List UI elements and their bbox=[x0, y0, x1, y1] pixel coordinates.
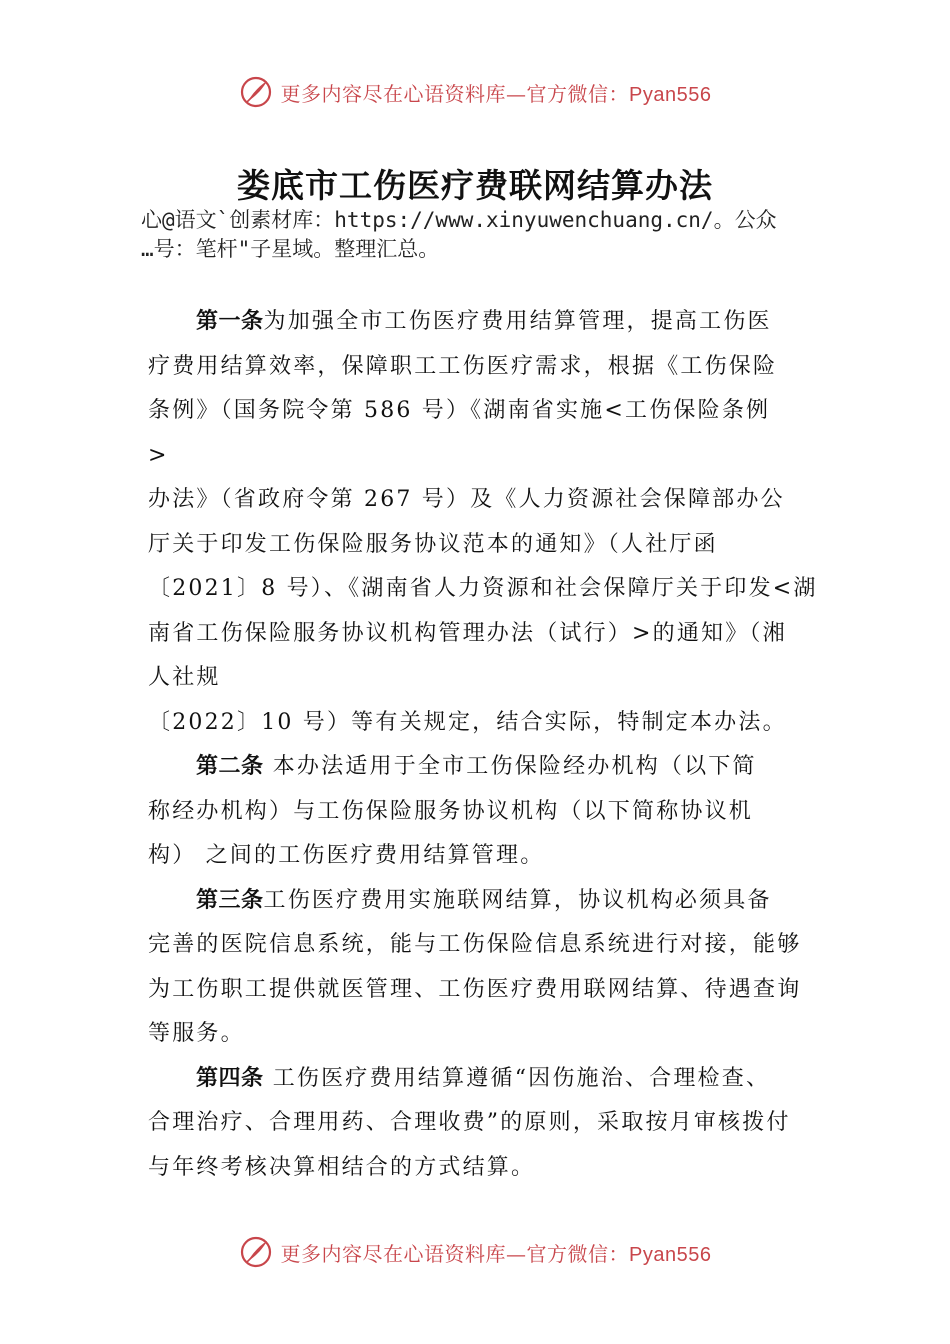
watermark-wechat-label: 官方微信： bbox=[526, 81, 630, 106]
watermark-text-cn: 更多内容尽在心语资料库 bbox=[280, 1241, 507, 1266]
watermark-banner-top bbox=[0, 70, 950, 114]
article-1-line-10: 〔2022〕10 号）等有关规定，结合实际，特制定本办法。 bbox=[148, 709, 787, 735]
article-1-text-1: 为加强全市工伤医疗费用结算管理，提高工伤医 bbox=[263, 309, 772, 334]
article-1-line-6: 厅关于印发工伤保险服务协议范本的通知》（人社厅函 bbox=[148, 531, 718, 557]
article-1-label: 第一条 bbox=[196, 309, 264, 334]
article-4-text-1: 工伤医疗费用结算遵循“因伤施治、合理检查、 bbox=[263, 1065, 771, 1091]
feather-circle-logo-icon bbox=[239, 75, 273, 109]
article-4-label: 第四条 bbox=[196, 1065, 264, 1091]
watermark-separator: — bbox=[506, 1241, 527, 1266]
article-2-line-2: 称经办机构）与工伤保险服务协议机构（以下简称协议机 bbox=[148, 798, 754, 824]
watermark-text bbox=[281, 78, 712, 107]
watermark-text-cn: 更多内容尽在心语资料库 bbox=[280, 81, 507, 106]
watermark-banner-bottom bbox=[0, 1230, 950, 1274]
article-2-line-3: 构） 之间的工伤医疗费用结算管理。 bbox=[148, 843, 545, 868]
article-3-label: 第三条 bbox=[196, 887, 264, 913]
article-1-line-7: 〔2021〕8 号）、《湖南省人力资源和社会保障厅关于印发<湖 bbox=[148, 576, 818, 601]
article-1-line-8: 南省工伤保险服务协议机构管理办法（试行）>的通知》（湘 bbox=[148, 620, 787, 646]
article-4-line-3: 与年终考核决算相结合的方式结算。 bbox=[148, 1154, 536, 1180]
article-3-text-1: 工伤医疗费用实施联网结算，协议机构必须具备 bbox=[263, 887, 772, 913]
article-1-line-5: 办法》（省政府令第 267 号）及《人力资源社会保障部办公 bbox=[148, 487, 785, 512]
article-2-text-1: 本办法适用于全市工伤保险经办机构（以下简 bbox=[263, 754, 757, 779]
article-3-line-1 bbox=[148, 879, 838, 924]
watermark-text bbox=[281, 1238, 712, 1267]
article-4-line-1 bbox=[148, 1057, 838, 1102]
source-note-line-2: …号：笔杆"子星域。整理汇总。 bbox=[141, 237, 440, 261]
source-note-line-1: 心@语文`创素材库：https://www.xinyuwenchuang.cn/。公众 bbox=[141, 208, 777, 232]
article-2-label: 第二条 bbox=[196, 754, 264, 779]
watermark-wechat-id: Pyan556 bbox=[629, 83, 712, 106]
article-1-line-1 bbox=[148, 300, 838, 345]
document-title: 娄底市工伤医疗费联网结算办法 bbox=[237, 166, 713, 205]
article-1-line-2: 疗费用结算效率，保障职工工伤医疗需求，根据《工伤保险 bbox=[148, 353, 778, 379]
article-3-line-2: 完善的医院信息系统，能与工伤保险信息系统进行对接，能够 bbox=[148, 932, 802, 957]
feather-circle-logo-icon bbox=[239, 1235, 273, 1269]
article-2-line-1 bbox=[148, 745, 838, 790]
article-4-line-2: 合理治疗、合理用药、合理收费”的原则，采取按月审核拨付 bbox=[148, 1110, 791, 1135]
article-3-line-4: 等服务。 bbox=[148, 1021, 245, 1046]
watermark-wechat-id: Pyan556 bbox=[629, 1243, 712, 1266]
watermark-wechat-label: 官方微信： bbox=[526, 1241, 630, 1266]
watermark-separator: — bbox=[506, 81, 527, 106]
article-1-line-9: 人社规 bbox=[148, 665, 221, 690]
source-note bbox=[141, 206, 841, 264]
article-3-line-3: 为工伤职工提供就医管理、工伤医疗费用联网结算、待遇查询 bbox=[148, 976, 802, 1002]
document-body bbox=[148, 300, 838, 1190]
article-1-line-4: > bbox=[148, 442, 169, 468]
article-1-line-3: 条例》（国务院令第 586 号）《湖南省实施<工伤保险条例 bbox=[148, 398, 771, 423]
